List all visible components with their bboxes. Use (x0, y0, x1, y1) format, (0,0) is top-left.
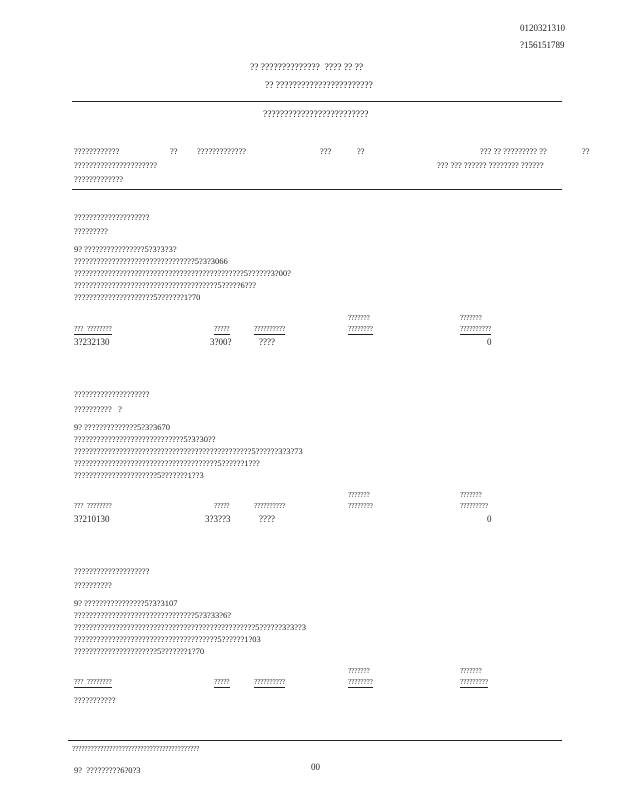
column-header: ??? ???????? (74, 502, 112, 510)
footer-divider (68, 740, 562, 741)
page-number: 00 (311, 762, 320, 772)
document-id: 0120321310 (520, 23, 565, 33)
value-cell: ??????????? (74, 695, 116, 705)
info-row-2-right: ??? ??? ?????? ???????? ?????? (437, 160, 544, 170)
section-line: ?????????????????????????????????????????????5??????3?00? (74, 268, 291, 278)
info-divider (72, 189, 562, 190)
info-field-7: ?? (582, 146, 590, 156)
section-line: ?????????????????????????????5?3?30?? (74, 434, 216, 444)
column-header: ???????? (348, 325, 373, 333)
info-row-2-left: ?????????????????????? (74, 160, 157, 170)
section-title: ???????????????????? (74, 566, 150, 576)
document-title: ?? ?????????????? ???? ?? ?? (250, 63, 364, 73)
column-header: ??? ???????? (74, 678, 112, 686)
value-cell: ???? (259, 337, 275, 347)
value-cell: 3?232130 (74, 337, 110, 347)
info-field-5: ?? (357, 146, 365, 156)
column-header: ???????? (348, 502, 373, 510)
section-subtitle: ????????? (74, 226, 108, 236)
section-line: ??????????????????????????????????????5?????6??? (74, 280, 257, 290)
column-header: ?????????? (254, 325, 286, 333)
column-header: ????? (214, 325, 230, 333)
section-line: ?????????????????????5???????1?70 (74, 292, 201, 302)
value-cell: 0 (487, 514, 492, 524)
column-header: ?????????? (254, 678, 286, 686)
column-header: ??????? (460, 667, 482, 675)
column-header: ???????? (348, 678, 373, 686)
footer-note: ????????????????????????????????????????? (72, 745, 200, 753)
column-header: ??? ???????? (74, 325, 112, 333)
value-cell: ???? (259, 514, 275, 524)
document-title-line-2: ?? ??????????????????????? (265, 81, 373, 91)
column-header: ??????? (348, 491, 370, 499)
value-cell: 3?3??3 (205, 514, 231, 524)
info-row-3-left: ????????????? (74, 174, 124, 184)
info-field-4: ??? (320, 146, 332, 156)
value-cell: 3?210130 (74, 514, 110, 524)
section-subtitle: ?????????? ? (74, 404, 122, 414)
value-cell: 3?00? (210, 337, 232, 347)
document-number: ?156151789 (520, 40, 565, 50)
section-line: ??????????????????????????????????????5??????1?03 (74, 634, 261, 644)
section-line: ??????????????????????5???????1??3 (74, 470, 204, 480)
section-title: ???????????????????? (74, 212, 150, 222)
column-header: ??????? (460, 491, 482, 499)
section-line: 9? ????????????????5?3?3?3? (74, 244, 177, 254)
column-header: ????? (214, 678, 230, 686)
section-line: 9? ????????????????5?3?3107 (74, 598, 178, 608)
section-title: ???????????????????? (74, 389, 150, 399)
document-subtitle: ????????????????????????? (263, 110, 369, 120)
column-header: ????????? (460, 502, 488, 510)
info-field-2: ?? (170, 146, 178, 156)
section-line: ??????????????????????5???????1?70 (74, 646, 205, 656)
column-header: ????? (214, 502, 230, 510)
title-divider (72, 101, 562, 102)
section-line: ????????????????????????????????????????????????5??????3?3??3 (74, 622, 307, 632)
column-header: ?????????? (254, 502, 286, 510)
info-field-6: ??? ?? ????????? ?? (480, 146, 547, 156)
info-field-1: ???????????? (74, 146, 120, 156)
footer-reference: 9? ?????????6?0?3 (74, 765, 141, 775)
section-subtitle: ?????????? (74, 580, 112, 590)
info-field-3: ????????????? (197, 146, 247, 156)
section-line: 9? ??????????????5?3?3670 (74, 422, 171, 432)
section-line: ??????????????????????????????????????5??????1??? (74, 458, 260, 468)
section-line: ????????????????????????????????5?3?33?6? (74, 610, 232, 620)
column-header: ?????????? (460, 325, 492, 333)
column-header: ????????? (460, 678, 488, 686)
value-cell: 0 (487, 337, 492, 347)
column-header: ??????? (348, 667, 370, 675)
column-header: ??????? (348, 314, 370, 322)
section-line: ???????????????????????????????????????????????5??????3?3?73 (74, 446, 303, 456)
column-header: ??????? (460, 314, 482, 322)
section-line: ????????????????????????????????5?3?3066 (74, 256, 228, 266)
